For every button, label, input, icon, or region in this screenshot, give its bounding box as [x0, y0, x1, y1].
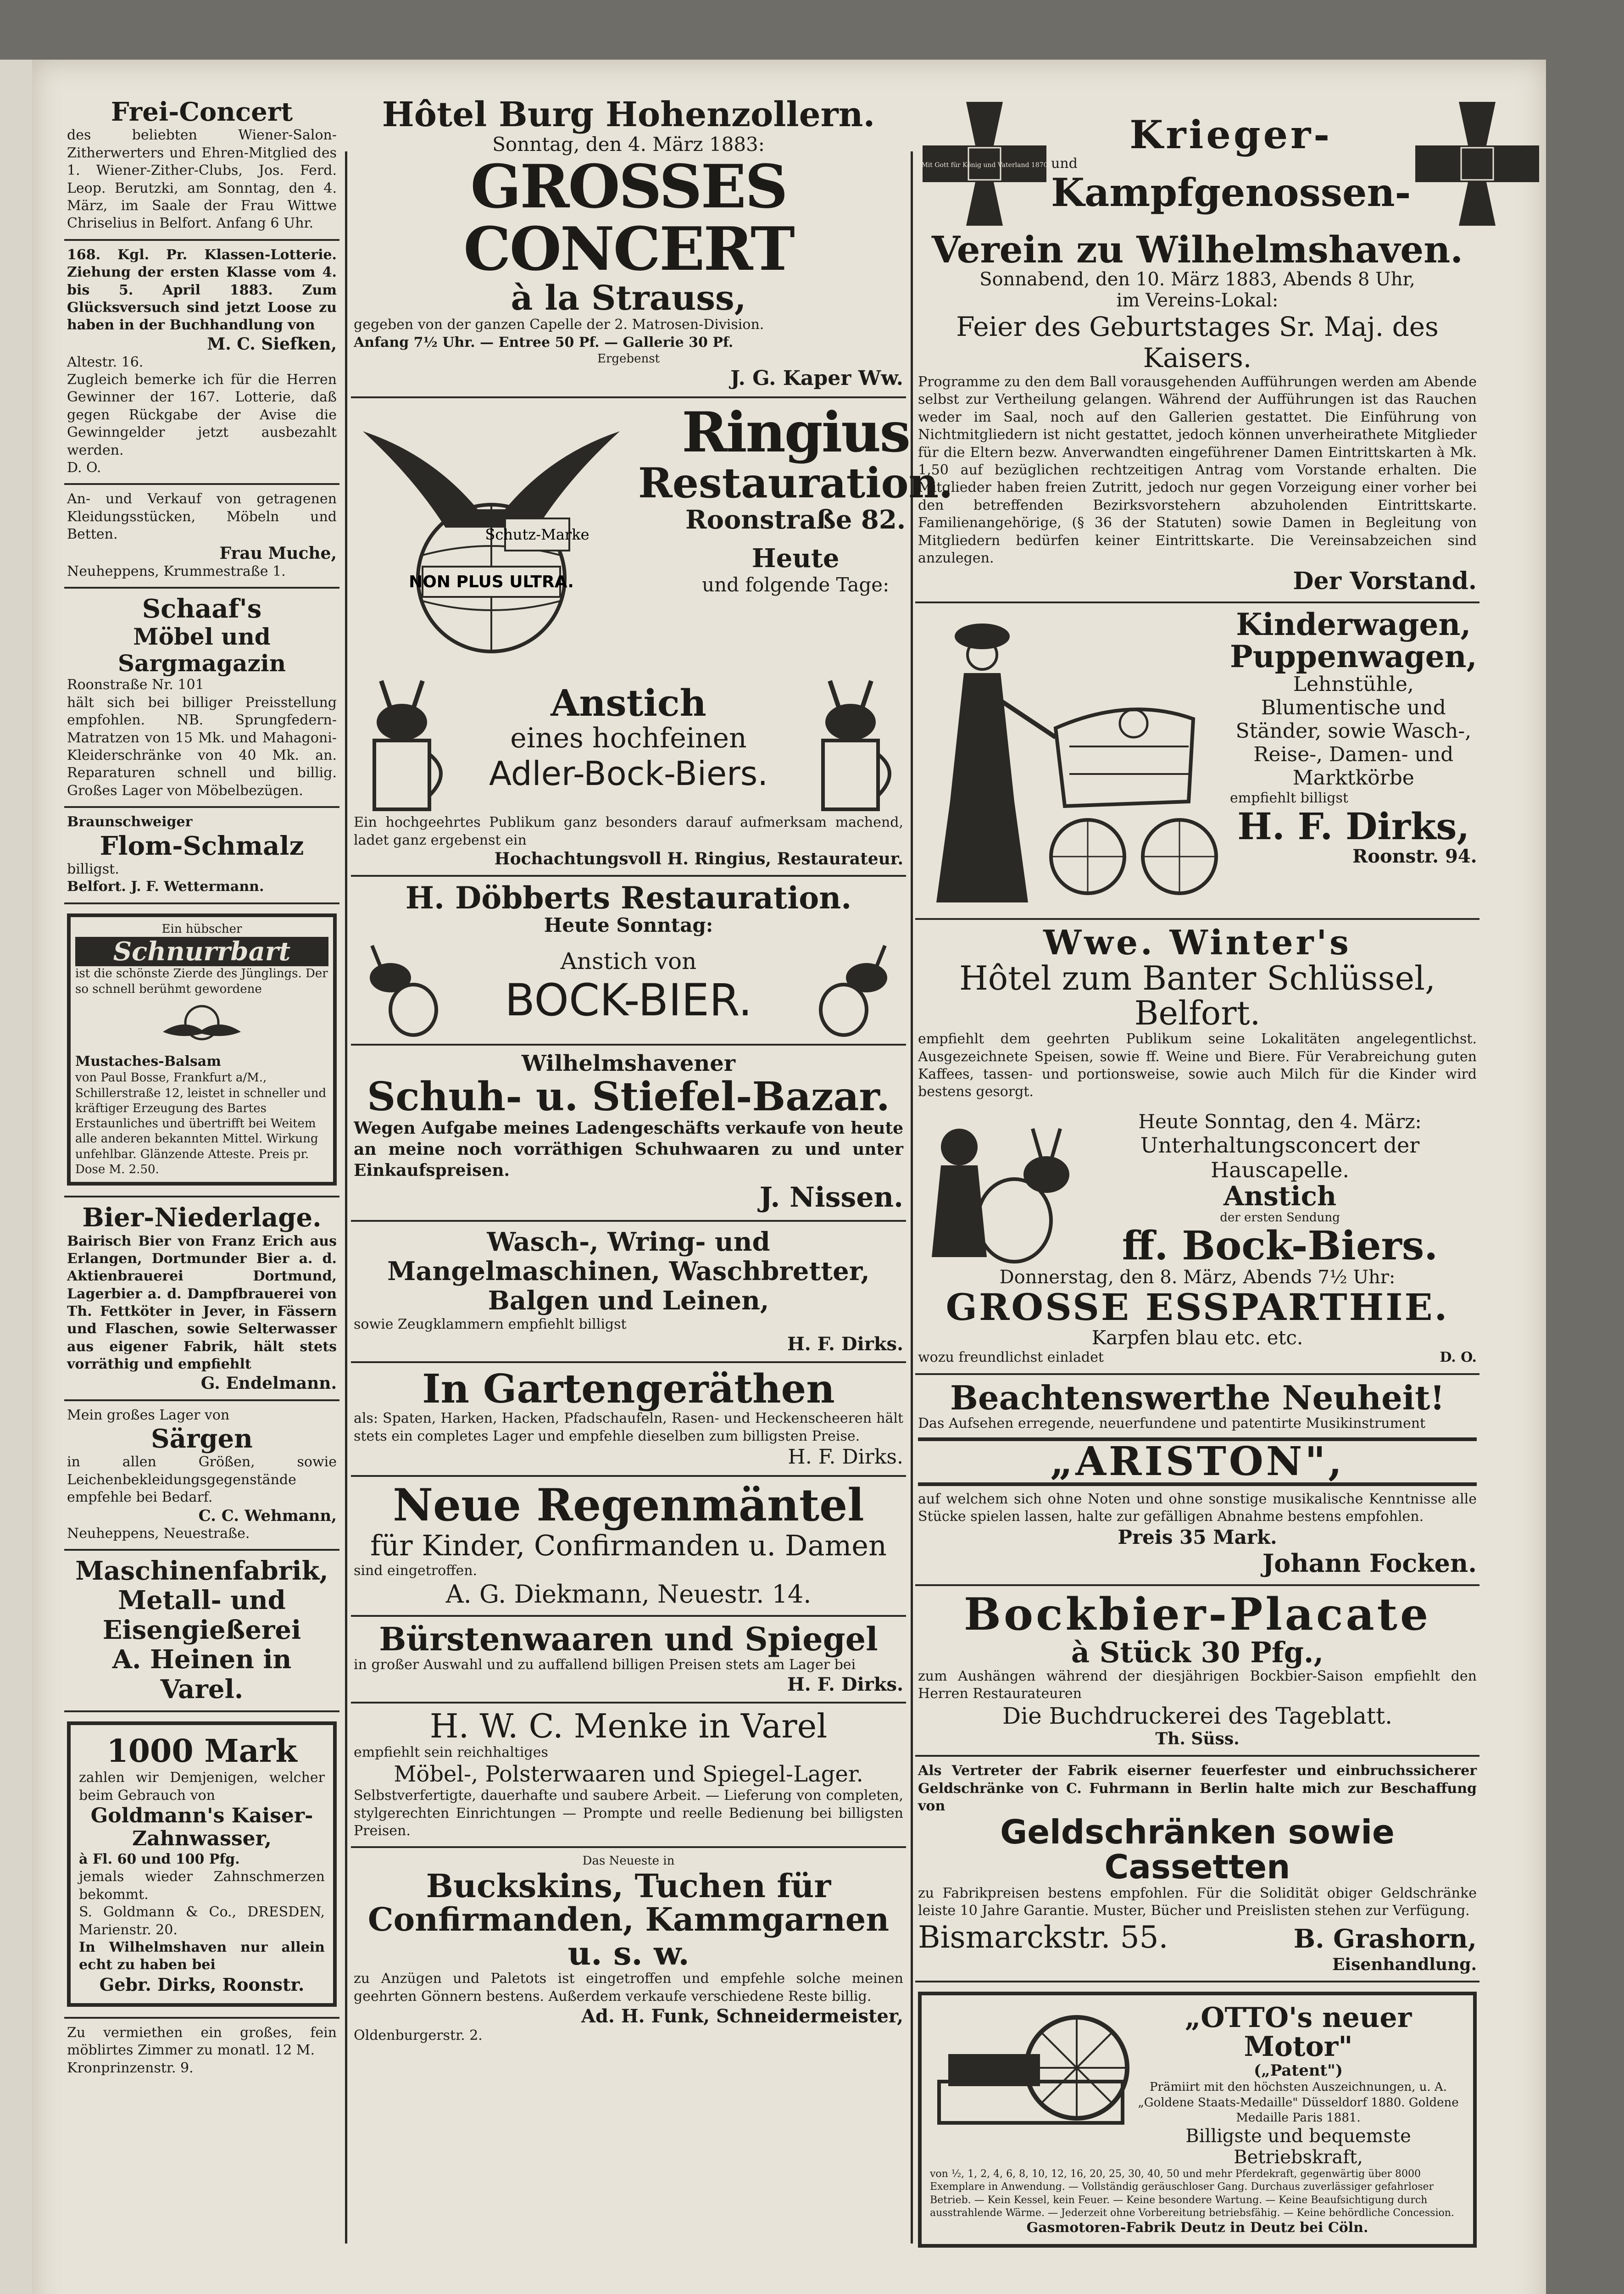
ad-subtitle: Flom-Schmalz — [100, 830, 304, 861]
krieger-title-block — [1051, 111, 1411, 216]
ad-signature: J. G. Kaper Ww. — [730, 367, 903, 390]
ad-ariston — [915, 1375, 1479, 1586]
otto-row — [930, 2004, 1465, 2168]
ad-signature: Gebr. Dirks, Roonstr. — [99, 1974, 305, 1995]
ad-availability: In Wilhelmshaven nur allein echt zu haben bei — [79, 1939, 325, 1973]
winter-bock-text — [1083, 1110, 1477, 1267]
ad-signature: Gasmotoren-Fabrik Deutz in Deutz bei Cöln. — [1026, 2219, 1368, 2236]
mustache-face-illustration — [149, 1000, 255, 1050]
ad-patent: („Patent") — [1254, 2061, 1343, 2080]
ad-bier-niederlage — [64, 1197, 339, 1401]
ad-text: An- und Verkauf von getragenen Kleidungsstücken, Möbeln und Betten. — [67, 491, 337, 543]
ad-title: Bürstenwaaren und Spiegel — [379, 1620, 878, 1659]
ringius-bock — [354, 663, 903, 814]
ad-initials: D. O. — [1440, 1349, 1477, 1366]
ad-bockbier-placate — [915, 1586, 1479, 1757]
ad-tagline: Billigste und bequemste Betriebskraft, — [1185, 2126, 1411, 2168]
ad-frame — [67, 1721, 337, 2007]
ad-prices: Anfang 7½ Uhr. — Entree 50 Pf. — Gallerie 30 Pf. — [354, 334, 734, 351]
ad-text: billigst. — [67, 861, 119, 877]
ad-kicker: Ein hübscher — [161, 922, 242, 936]
ad-empfiehlt: empfiehlt billigst — [1230, 790, 1348, 806]
ad-initials: D. O. — [67, 460, 101, 476]
ad-text: sind eingetroffen. — [354, 1562, 478, 1579]
ad-title: H. W. C. Menke in Varel — [429, 1707, 828, 1746]
goat-and-man-barrel-illustration — [918, 1110, 1083, 1266]
column-3 — [915, 92, 1479, 2258]
ad-subtitle: Restauration. — [638, 459, 953, 508]
ad-text: ist die schönste Zierde des Jünglings. Der so schnell berühmt gewordene — [75, 967, 328, 996]
ad-title: H. Döbberts Restauration. — [405, 880, 852, 916]
column-1 — [64, 92, 339, 2083]
ad-title: Geldschränken sowie Cassetten — [1000, 1813, 1395, 1887]
goat-barrel-left — [354, 936, 445, 1037]
ad-text: gegeben von der ganzen Capelle der 2. Matrosen-Division. — [354, 317, 764, 333]
ad-kinderwagen — [915, 603, 1479, 920]
ad-heute: Heute — [751, 543, 840, 574]
ad-text: in allen Größen, sowie Leichenbekleidungsgegenstände empfehle bei Bedarf. — [67, 1454, 337, 1506]
goat-beer-mug-left — [354, 663, 455, 814]
ad-feier: Feier des Geburtstages Sr. Maj. des Kaisers. — [956, 311, 1439, 373]
ad-business: Eisenhandlung. — [1332, 1955, 1477, 1975]
ad-anstich: Anstich von — [560, 947, 697, 974]
otto-text — [1132, 2004, 1465, 2168]
ad-hotel-burg-hohenzollern — [351, 92, 906, 398]
ad-price: à Stück 30 Pfg., — [1071, 1636, 1324, 1670]
ad-awards: Prämiirt mit den höchsten Auszeichnungen, u. A. „Goldene Staats-Medaille" Düsseldorf 1880. Goldene Medaille Paris 1881. — [1138, 2080, 1459, 2125]
ad-signature: Johann Focken. — [1262, 1548, 1477, 1578]
ad-text-2: Selbstverfertigte, dauerhafte und saubere Arbeit. — Lieferung von completen, stylgerechten Einrichtungen — Prompte und reelle Bedienung bei billigsten Preisen. — [354, 1787, 903, 1839]
ad-signature: H. F. Dirks, — [1237, 805, 1470, 848]
ad-ankauf — [64, 485, 339, 589]
ad-text: Bairisch Bier von Franz Erich aus Erlangen, Dortmunder Bier a. d. Aktienbrauerei Dortmund, Lagerbier a. d. Dampfbrauerei von Th. Fettköter in Jever, in Fässern und Flaschen, sowie Selterwasser aus eigener Fabrik, hält stets vorräthig und empfiehlt — [67, 1233, 337, 1373]
ad-eines: eines hochfeinen — [510, 722, 747, 755]
ad-maker: S. Goldmann & Co., DRESDEN, Marienstr. 20. — [79, 1904, 325, 1938]
ad-text: als: Spaten, Harken, Hacken, Pfadschaufeln, Rasen- und Heckenscheeren hält stets ein completes Lager und empfehle dieselben zum billigsten Preise. — [354, 1410, 903, 1444]
ad-signature: J. Nissen. — [759, 1181, 903, 1214]
ad-signature: Hochachtungsvoll H. Ringius, Restaurateur. — [494, 849, 903, 869]
ad-menke-varel — [351, 1704, 906, 1848]
ad-signature: Ad. H. Funk, Schneidermeister, — [581, 2005, 903, 2027]
ad-funk — [351, 1848, 906, 2051]
ad-text: Zu vermiethen ein großes, fein möblirtes Zimmer zu monatl. 12 M. — [67, 2024, 337, 2059]
ad-signature: G. Endelmann. — [200, 1373, 337, 1393]
ad-title: Bockbier-Placate — [963, 1588, 1431, 1640]
eagle-trademark — [354, 404, 629, 663]
ad-date: Sonnabend, den 10. März 1883, Abends 8 Uhr, — [979, 269, 1415, 290]
column-2 — [351, 92, 953, 2051]
ad-text: empfiehlt sein reichhaltiges — [354, 1744, 548, 1760]
ad-maker: von Paul Bosse, Frankfurt a/M., Schillerstraße 12, leistet in schneller und kräftiger Erzeugung des Bartes Erstaunliches und übertrifft bei Weitem alle anderen bekannten Mittel. Wirkung unfehlbar. Glänzende Atteste. Preis pr. Dose M. 2.50. — [75, 1071, 327, 1176]
ad-signature: B. Grashorn, — [1293, 1924, 1477, 1954]
ad-krieger-verein — [915, 92, 1479, 603]
gas-engine-illustration — [930, 2004, 1132, 2141]
ad-text: empfiehlt dem geehrten Publikum seine Lokalitäten angelegentlichst. Ausgezeichnete Speisen, sowie ff. Weine und Biere. Für Verabreichung guten Kaffees, tassen- und portionsweise, sowie auch Milch für die Kinder wird bestens gesorgt. — [918, 1031, 1477, 1100]
ad-gartengeraethe — [351, 1363, 906, 1477]
ad-signature: C. C. Wehmann, — [198, 1506, 337, 1525]
ad-wwe-winter — [915, 920, 1479, 1375]
ad-ringius — [351, 398, 953, 877]
ad-text: Programme zu den dem Ball vorausgehenden Aufführungen werden am Abende selbst zur Vertheilung gelangen. Während der Aufführungen ist das Rauchen weder im Saal, noch auf den Gallerien gestattet. Die Einführung von Nichtmitgliedern ist nicht gestattet, jedoch können unverheirathete Mitglieder für die Eltern bezw. Anverwandten eingeführener Damen Eintrittskarten à Mk. 1,50 auf bezüglichen rechtzeitigen Antrag vom Vorstande erhalten. Die Mitglieder haben freien Zutritt, jedoch nur gegen Vorzeigung einer vorher bei den betreffenden Bezirksvorstehern abzuholenden Eintrittskarte. Familienangehörige, (§ 36 der Statuten) sowie Damen in Begleitung von Mitgliedern bedürfen keiner Eintrittskarte. Die Vereinsabzeichen sind anzulegen. — [918, 374, 1477, 566]
ad-regenmaentel — [351, 1477, 906, 1617]
ad-bier: BOCK-BIER. — [505, 974, 752, 1026]
ad-karpfen: Karpfen blau etc. etc. — [1091, 1326, 1303, 1349]
ad-date: Sonntag, den 4. März 1883: — [492, 133, 765, 156]
ad-text: zahlen wir Demjenigen, welcher beim Gebrauch von — [79, 1770, 325, 1804]
ad-doebberts — [351, 877, 906, 1046]
ad-text: Ein hochgeehrtes Publikum ganz besonders darauf aufmerksam machend, ladet ganz ergebenst ein — [354, 814, 903, 848]
ad-signature: H. F. Dirks. — [787, 1674, 903, 1696]
ad-title: Frei-Concert — [111, 97, 293, 127]
ad-maschinenfabrik — [64, 1551, 339, 1712]
ad-title: Schuh- u. Stiefel-Bazar. — [367, 1073, 890, 1120]
ad-subtitle: à la Strauss, — [511, 278, 746, 318]
ad-lotterie — [64, 241, 339, 485]
ad-lokal: im Vereins-Lokal: — [1116, 290, 1279, 311]
ad-address: Roonstr. 94. — [1352, 846, 1477, 868]
ad-signature: A. Heinen in Varel. — [112, 1644, 292, 1704]
doebberts-text — [445, 948, 812, 1026]
ad-title: Schnurrbart — [75, 937, 328, 966]
winter-footer — [918, 1349, 1477, 1366]
ad-signature: Belfort. J. F. Wettermann. — [67, 879, 264, 895]
ad-kicker: Mein großes Lager von — [67, 1407, 230, 1423]
ad-title-2: Kampfgenossen- — [1051, 170, 1411, 216]
ad-otto-motor — [915, 1982, 1479, 2257]
ad-frame — [918, 1992, 1477, 2247]
ad-signature: Der Vorstand. — [1293, 567, 1477, 596]
ad-text: von ½, 1, 2, 4, 6, 8, 10, 12, 16, 20, 25, 30, 40, 50 und mehr Pferdekraft, gegenwärtig über 8000 Exemplare in Anwendung. — Vollständig geräuschloser Gang. Durchaus zuverlässiger gefahrloser Betrieb. — Kein Kessel, kein Feuer. — Keine besondere Wartung. — Keine Beaufsichtigung durch ausstrahlende Wärme. — Jederzeit ohne Vorbereitung betriebsfähig. — Keine behördliche Concession. — [930, 2168, 1454, 2219]
ad-title: Beachtenswerthe Neuheit! — [950, 1378, 1445, 1417]
ad-address: Kronprinzenstr. 9. — [67, 2060, 194, 2076]
ad-product-name: „ARISTON", — [918, 1437, 1477, 1486]
ad-text: 168. Kgl. Pr. Klassen-Lotterie. Ziehung der ersten Klasse vom 4. bis 5. April 1883. Zum Glücksversuch sind jetzt Loose zu haben in der Buchhandlung von — [67, 246, 337, 334]
ad-kicker: Wilhelmshavener — [521, 1050, 736, 1076]
ad-schaaf — [64, 589, 339, 808]
schnurrbart-frame — [67, 913, 337, 1186]
ad-signature: H. F. Dirks. — [788, 1445, 903, 1469]
ad-essparthie: GROSSE ESSPARTHIE. — [945, 1286, 1449, 1329]
ad-signature: M. C. Siefken, — [207, 334, 337, 354]
ad-text: des beliebten Wiener-Salon-Zitherwerters und Ehren-Mitglied des 1. Wiener-Zither-Clubs, Jos. Ferd. Leop. Berutzki, am Sonntag, den 4. März, im Saale der Frau Wittwe Chriselius in Belfort. Anfang 6 Uhr. — [67, 127, 337, 232]
ad-title: Wwe. Winter's — [1043, 923, 1351, 963]
eagle-globe-illustration — [354, 404, 629, 661]
goat-beer-mug-right — [802, 663, 903, 814]
ad-text: auf welchem sich ohne Noten und ohne sonstige musikalische Kenntnisse alle Stücke spielen lassen, halte zur gefälligen Abnahme bestens empfohlen. — [918, 1491, 1477, 1525]
ad-headline: GROSSES CONCERT — [463, 151, 794, 284]
ad-text: in großer Auswahl und zu auffallend billigen Preisen stets am Lager bei — [354, 1656, 856, 1673]
ringius-top — [354, 400, 953, 663]
ad-title: Bier-Niederlage. — [82, 1203, 322, 1233]
goat-barrel-right — [812, 936, 903, 1037]
ringius-bock-text — [455, 681, 802, 793]
kinderwagen-row — [918, 609, 1477, 912]
ad-kicker: Das Neueste in — [582, 1854, 675, 1868]
ad-subtitle: Möbel-, Polsterwaaren und Spiegel-Lager. — [394, 1761, 863, 1787]
iron-cross-text: Mit Gott für König und Vaterland 1870 — [921, 161, 1048, 169]
ad-grashorn — [915, 1757, 1479, 1982]
ad-address: Roonstraße Nr. 101 — [67, 677, 204, 693]
ad-folgende: und folgende Tage: — [702, 573, 890, 596]
column-rule-1 — [345, 151, 347, 2244]
ad-title-3: Verein zu Wilhelmshaven. — [931, 228, 1463, 271]
iron-cross-right — [1411, 97, 1544, 230]
ad-title: Buckskins, Tuchen für Confirmanden, Kammgarnen u. s. w. — [367, 1866, 890, 1972]
ad-text: Lehnstühle, Blumentische und Ständer, sowie Wasch-, Reise-, Damen- und Marktkörbe — [1235, 672, 1472, 790]
lady-with-pram-illustration — [918, 609, 1230, 912]
ad-subtitle: für Kinder, Confirmanden u. Damen — [370, 1528, 887, 1562]
kinderwagen-text — [1230, 609, 1477, 912]
ad-saerge — [64, 1401, 339, 1551]
ad-address: Oldenburgerstr. 2. — [354, 2027, 483, 2043]
ad-address: Roonstraße 82. — [685, 504, 906, 535]
ad-product: Goldmann's Kaiser-Zahnwasser, — [90, 1804, 313, 1851]
ad-und: und — [1051, 155, 1078, 172]
ad-title: Kinderwagen, Puppenwagen, — [1230, 607, 1477, 674]
doebberts-bock — [354, 936, 903, 1037]
ad-text: sowie Zeugklammern empfiehlt billigst — [354, 1316, 627, 1332]
ad-address: Altestr. 16. — [67, 354, 144, 370]
ad-ersten: der ersten Sendung — [1220, 1210, 1340, 1225]
ad-title: In Gartengeräthen — [422, 1366, 835, 1413]
ad-text: zu Anzügen und Paletots ist eingetroffen und empfehle solche meinen geehrten Gönnern bestens. Außerdem verkaufe verschiedene Reste billig. — [354, 1971, 903, 2004]
ad-anstich: Anstich — [551, 681, 706, 725]
ad-product: Mustaches-Balsam — [75, 1053, 221, 1069]
ad-text-2: jemals wieder Zahnschmerzen bekommt. — [79, 1869, 325, 1903]
ad-concert: Unterhaltungsconcert der Hauscapelle. — [1140, 1132, 1420, 1182]
ad-donnerstag: Donnerstag, den 8. März, Abends 7½ Uhr: — [999, 1267, 1396, 1288]
ad-1000-mark — [64, 1712, 339, 2019]
non-plus-ultra-banner: NON PLUS ULTRA. — [409, 573, 574, 592]
ad-subtitle: Das Aufsehen erregende, neuerfundene und patentirte Musikinstrument — [918, 1415, 1426, 1432]
ad-frei-concert — [64, 92, 339, 241]
ad-text: hält sich bei billiger Preisstellung empfohlen. NB. Sprungfedern-Matratzen von 15 Mk. und Mahagoni-Kleiderschränke von 40 Mk. an. Reparaturen schnell und billig. Großes Lager von Möbelbezügen. — [67, 694, 337, 799]
ad-bier: Adler-Bock-Biers. — [489, 754, 768, 793]
ad-signature: Die Buchdruckerei des Tageblatt. — [1002, 1703, 1392, 1730]
ad-signature: A. G. Diekmann, Neuestr. 14. — [445, 1580, 812, 1609]
ad-title: Braunschweiger — [67, 814, 193, 830]
winter-bock-row — [918, 1110, 1477, 1267]
ad-title: Schaaf's — [142, 593, 262, 624]
ad-bier: ff. Bock-Biers. — [1122, 1222, 1438, 1269]
ad-subtitle: Hôtel zum Banter Schlüssel, Belfort. — [959, 958, 1435, 1032]
schutz-marke-label: Schutz-Marke — [485, 526, 590, 544]
ad-einladung: wozu freundlichst einladet — [918, 1349, 1104, 1366]
ad-title: Maschinenfabrik, Metall- und Eisengießerei — [75, 1555, 328, 1645]
ad-text: zum Aushängen während der diesjährigen Bockbier-Saison empfiehlt den Herren Restaurateuren — [918, 1668, 1477, 1702]
ad-braunschweiger — [64, 808, 339, 904]
ad-heute: Heute Sonntag: — [544, 913, 713, 936]
ad-subtitle: Möbel und Sargmagazin — [117, 623, 286, 677]
ad-address: Bismarckstr. 55. — [918, 1920, 1168, 1955]
ad-buerstenwaaren — [351, 1617, 906, 1704]
ad-text-2: zu Fabrikpreisen bestens empfohlen. Für die Solidität obiger Geldschränke leiste 10 Jahre Garantie. Muster, Bücher und Preislisten stehen zur Verfügung. — [918, 1885, 1477, 1919]
ad-title: Särgen — [151, 1424, 253, 1454]
ad-zimmer — [64, 2019, 339, 2083]
iron-cross-left — [918, 97, 1051, 230]
krieger-header — [918, 97, 1477, 230]
ad-waschmaschinen — [351, 1222, 906, 1364]
ad-signature: H. F. Dirks. — [787, 1333, 903, 1355]
ad-schnurrbart — [64, 904, 339, 1197]
ad-anstich: Anstich — [1223, 1180, 1337, 1212]
ad-heute: Heute Sonntag, den 4. März: — [1138, 1110, 1422, 1133]
ad-title: Krieger- — [1129, 111, 1333, 157]
ringius-right — [638, 400, 953, 663]
ad-price: à Fl. 60 und 100 Pfg. — [79, 1851, 240, 1868]
ad-text: Als Vertreter der Fabrik eiserner feuerfester und einbruchssicherer Geldschränke von C. Fuhrmann in Berlin halte mich zur Beschaffung von — [918, 1763, 1477, 1815]
ad-title: „OTTO's neuer Motor" — [1185, 2002, 1412, 2063]
ad-title: Hôtel Burg Hohenzollern. — [382, 95, 875, 134]
ad-address: Neuheppens, Krummestraße 1. — [67, 563, 286, 579]
ad-text: Wegen Aufgabe meines Ladengeschäfts verkaufe von heute an meine noch vorräthigen Schuhwaaren zu und unter Einkaufspreisen. — [354, 1119, 903, 1180]
ad-signature: Frau Muche, — [219, 543, 337, 563]
ad-price: Preis 35 Mark. — [1118, 1526, 1277, 1548]
ad-title: Neue Regenmäntel — [393, 1479, 864, 1531]
ad-note: Zugleich bemerke ich für die Herren Gewinner der 167. Lotterie, daß gegen Rückgabe der Avise die Gewinngelder jetzt ausbezahlt werden. — [67, 372, 337, 458]
page-binding-edge — [0, 60, 34, 2294]
ad-title: 1000 Mark — [106, 1732, 297, 1770]
ad-schuh-bazar — [351, 1046, 906, 1222]
ad-address: Neuheppens, Neuestraße. — [67, 1525, 250, 1542]
ad-name: Th. Süss. — [1155, 1729, 1240, 1749]
ad-ergebenst: Ergebenst — [597, 352, 660, 366]
ad-title: Ringius — [682, 400, 910, 465]
grashorn-footer — [918, 1920, 1477, 1955]
ad-title: Wasch-, Wring- und Mangelmaschinen, Waschbretter, Balgen und Leinen, — [387, 1226, 870, 1316]
